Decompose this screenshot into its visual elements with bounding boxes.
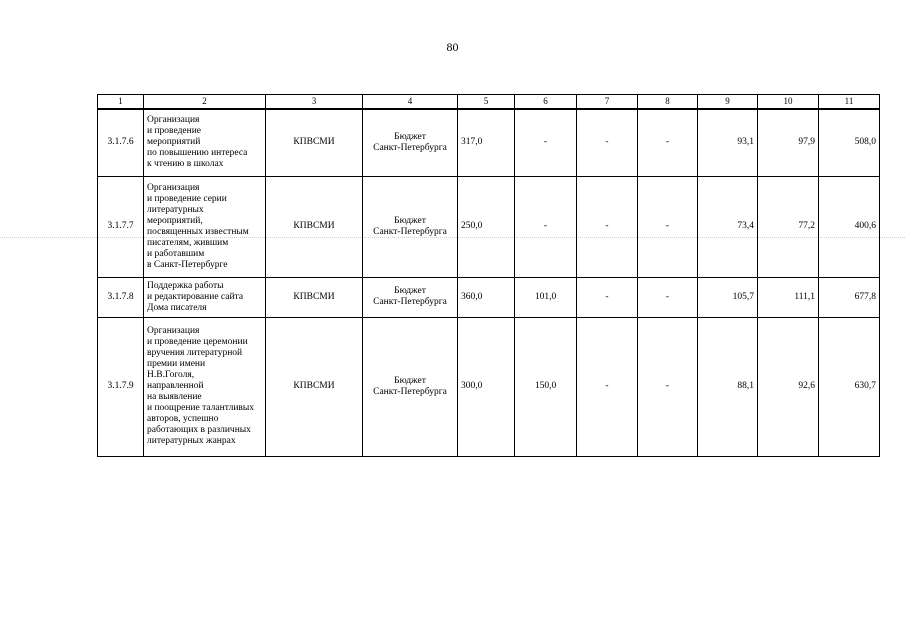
col-header-10: 10 (758, 95, 819, 110)
funding-source: Бюджет Санкт-Петербурга (363, 109, 458, 176)
executor: КПВСМИ (266, 317, 363, 456)
funding-source: Бюджет Санкт-Петербурга (363, 317, 458, 456)
value-col-10: 97,9 (758, 109, 819, 176)
column-numbers-row (98, 95, 880, 110)
value-col-6: - (515, 176, 577, 277)
program-table (97, 94, 880, 457)
value-col-11: 400,6 (819, 176, 880, 277)
row-number: 3.1.7.9 (98, 317, 144, 456)
activity-name: Организация и проведение церемонии вручения литературной премии имени Н.В.Гоголя, направленной на выявление и поощрение талантливых авторов, успешно работающих в различных литературных жанрах (144, 317, 266, 456)
value-col-11: 677,8 (819, 277, 880, 317)
table-row (98, 317, 880, 456)
value-col-9: 88,1 (698, 317, 758, 456)
col-header-6: 6 (515, 95, 577, 110)
row-number: 3.1.7.6 (98, 109, 144, 176)
value-col-8: - (638, 109, 698, 176)
executor: КПВСМИ (266, 109, 363, 176)
value-col-5: 250,0 (458, 176, 515, 277)
value-col-10: 111,1 (758, 277, 819, 317)
value-col-6: 150,0 (515, 317, 577, 456)
value-col-8: - (638, 277, 698, 317)
funding-source: Бюджет Санкт-Петербурга (363, 277, 458, 317)
col-header-11: 11 (819, 95, 880, 110)
value-col-7: - (577, 317, 638, 456)
col-header-9: 9 (698, 95, 758, 110)
page-number: 80 (446, 40, 459, 54)
row-number: 3.1.7.7 (98, 176, 144, 277)
col-header-3: 3 (266, 95, 363, 110)
table-row (98, 109, 880, 176)
activity-name: Организация и проведение мероприятий по повышению интереса к чтению в школах (144, 109, 266, 176)
value-col-8: - (638, 317, 698, 456)
col-header-8: 8 (638, 95, 698, 110)
value-col-8: - (638, 176, 698, 277)
value-col-5: 317,0 (458, 109, 515, 176)
value-col-9: 105,7 (698, 277, 758, 317)
value-col-5: 360,0 (458, 277, 515, 317)
value-col-7: - (577, 277, 638, 317)
value-col-9: 73,4 (698, 176, 758, 277)
col-header-2: 2 (144, 95, 266, 110)
activity-name: Организация и проведение серии литературных мероприятий, посвященных известным писателям, жившим и работавшим в Санкт-Петербурге (144, 176, 266, 277)
value-col-11: 630,7 (819, 317, 880, 456)
value-col-7: - (577, 176, 638, 277)
table-row (98, 277, 880, 317)
col-header-1: 1 (98, 95, 144, 110)
row-number: 3.1.7.8 (98, 277, 144, 317)
value-col-10: 92,6 (758, 317, 819, 456)
value-col-11: 508,0 (819, 109, 880, 176)
activity-name: Поддержка работы и редактирование сайта Дома писателя (144, 277, 266, 317)
col-header-5: 5 (458, 95, 515, 110)
col-header-4: 4 (363, 95, 458, 110)
value-col-5: 300,0 (458, 317, 515, 456)
value-col-10: 77,2 (758, 176, 819, 277)
value-col-6: 101,0 (515, 277, 577, 317)
value-col-6: - (515, 109, 577, 176)
executor: КПВСМИ (266, 176, 363, 277)
value-col-7: - (577, 109, 638, 176)
table-row (98, 176, 880, 277)
funding-source: Бюджет Санкт-Петербурга (363, 176, 458, 277)
col-header-7: 7 (577, 95, 638, 110)
value-col-9: 93,1 (698, 109, 758, 176)
executor: КПВСМИ (266, 277, 363, 317)
